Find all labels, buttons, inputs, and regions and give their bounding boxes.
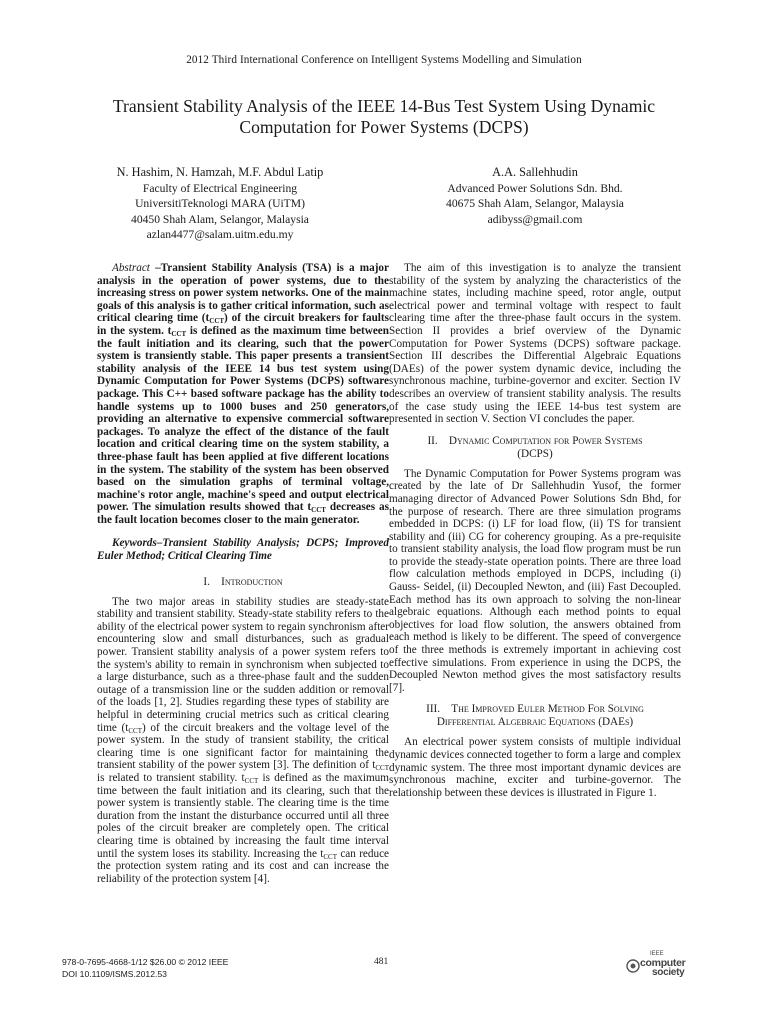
- abstract-text: decreases as the fault location becomes closer to the main generator.: [97, 501, 389, 526]
- footer-left: [62, 956, 228, 980]
- right-intro-paragraph: The aim of this investigation is to analyze the transient stability of the system by analyzing the characteristics of the machine states, including machine speed, rotor angle, output electrical power and terminal voltage with respect to fault clearing time after the three-phase fault occurs in the system. Section II provides a brief overview of the Dynamic Computation for Power Systems (DCPS) software package. Section III describes the Differential Algebraic Equations (DAEs) of the power system dynamic device, including the synchronous machine, turbine-governor and exciter. Section IV describes an overview of transient stability analysis. The results of the case study using the IEEE 14-bus test system are presented in section V. Section VI concludes the paper.: [389, 262, 681, 426]
- subscript: CCT: [311, 506, 326, 515]
- author-names-right: A.A. Sallehhudin: [492, 165, 578, 179]
- abstract-text: is defined as the maximum time between the fault initiation and its clearing, such that the power system is transiently stable. This paper presents a transient stability analysis of the IEEE 14 bus test system using Dynamic Computation for Power Systems (DCPS) software package. This C++ based software package has the ability to handle systems up to 1000 buses and 250 generators, providing an alternative to expensive commercial software packages. To analyze the effect of the distance of the fault location and critical clearing time on the system stability, a three-phase fault has been applied at five different locations in the system. The stability of the system has been observed based on the simulation graphs of terminal voltage, machine's rotor angle, machine's speed and output electrical power. The simulation results showed that t: [97, 324, 389, 514]
- section-title: The Improved Euler Method For Solving: [451, 703, 644, 716]
- left-column: [97, 262, 389, 885]
- affiliation-line: Advanced Power Solutions Sdn. Bhd.: [447, 182, 623, 196]
- section-title: Dynamic Computation for Power Systems: [448, 434, 643, 447]
- subscript: CCT: [209, 317, 225, 326]
- intro-text: is defined as the maximum time between the fault initiation and its clearing, such that the power system is transiently stable. The clearing time is the time duration from the instant the disturbance occurred until all three poles of the circuit breaker are completely open. The critical clearing time is obtained by increasing the fault time interval until the system loses its stability. Increasing the t: [97, 771, 389, 860]
- right-column: [389, 262, 681, 799]
- author-block-left: [100, 165, 340, 242]
- logo-society-text: society: [652, 967, 685, 978]
- intro-text: is related to transient stability. t: [97, 771, 245, 784]
- section-heading-2: [389, 435, 681, 461]
- subscript: CCT: [128, 726, 142, 735]
- keywords: [97, 537, 389, 562]
- subscript: CCT: [323, 852, 337, 861]
- dcps-paragraph: The Dynamic Computation for Power Systems program was created by the late of Dr Sallehhudin Yusof, the former managing director of Advanced Power Solutions Sdn Bhd, for the purpose of research. There are three simulation programs embedded in DCPS: (i) LF for load flow, (ii) TS for transient stability and (iii) CG for coherency grouping. As a pre-requisite to transient stability analysis, the load flow program must be run to provide the steady-state operation points. There are three load flow calculation methods employed in DCPS, including (i) Gauss- Seidel, (ii) Decoupled Newton, and (iii) Fast Decoupled. Each method has its own approach to solving the non-linear algebraic equations. Although each method points to equal objectives for load flow solution, the answers obtained from each method is likely to be different. The speed of convergence of the three methods is extremely important in achieving cost effective simulations. From experience in using the DCPS, the Decoupled Newton method gives the most satisfactory results [7].: [389, 467, 681, 694]
- conference-header: 2012 Third International Conference on Intelligent Systems Modelling and Simulation: [186, 54, 582, 66]
- society-logo-icon: [626, 959, 640, 973]
- abstract-text: ) of the circuit breakers for faults in the system. t: [97, 312, 389, 337]
- section-heading-1: [97, 576, 389, 589]
- section-title: Introduction: [221, 575, 283, 588]
- isbn-line: 978-0-7695-4668-1/12 $26.00 © 2012 IEEE: [62, 957, 229, 967]
- logo-computer-text: computer: [640, 957, 686, 969]
- subscript: CCT: [375, 764, 389, 773]
- section-number: III.: [426, 703, 441, 716]
- subscript: CCT: [171, 329, 187, 338]
- doi-line: DOI 10.1109/ISMS.2012.53: [62, 969, 167, 979]
- section-heading-3: [389, 703, 681, 729]
- affiliation-line: Faculty of Electrical Engineering: [142, 182, 298, 196]
- section-number: II.: [427, 434, 438, 447]
- affiliation-line: 40675 Shah Alam, Selangor, Malaysia: [446, 197, 624, 211]
- abstract-text: –Transient Stability Analysis (TSA) is a major analysis in the operation of power systems, due to the increasing stress on power system networks. One of the main goals of this analysis is to gather critical information, such as critical clearing time (t: [97, 262, 389, 325]
- author-names-left: N. Hashim, N. Hamzah, M.F. Abdul Latip: [116, 165, 324, 179]
- intro-paragraph: [97, 596, 389, 886]
- intro-text: can reduce the protection system rating and its cost and can increase the reliability of the protection system [4].: [97, 847, 390, 885]
- page-number: 481: [374, 957, 389, 967]
- intro-text: ) of the circuit breakers and the voltage level of the power system. In the study of transient stability, the critical clearing time is one significant factor for maintaining the transient stability of the power system [3]. The definition of t: [97, 721, 390, 772]
- intro-text: The two major areas in stability studies are steady-state stability and transient stability. Steady-state stability refers to the ability of the electrical power system to regain synchronism after encountering slow and small disturbances, such as gradual power. Transient stability analysis of a power system refers to the system's ability to remain in synchronism when subjected to a large disturbance, such as a three-phase fault and the sudden outage of a transmission line or the sudden addition or removal of the loads [1, 2]. Studies regarding these types of stability are helpful in determining crucial metrics such as critical clearing time (t: [97, 595, 389, 734]
- keywords-text: Keywords–Transient Stability Analysis; DCPS; Improved Euler Method; Critical Clearing Time: [97, 537, 389, 563]
- section-number: I.: [203, 575, 210, 588]
- affiliation-line: UniversitiTeknologi MARA (UiTM): [135, 197, 305, 211]
- author-block-right: [410, 165, 660, 227]
- abstract: [97, 262, 389, 526]
- author-email-right: adibyss@gmail.com: [487, 212, 583, 226]
- subscript: CCT: [244, 776, 259, 785]
- author-email-left: azlan4477@salam.uitm.edu.my: [146, 227, 294, 241]
- abstract-label: Abstract: [112, 262, 150, 274]
- logo-ieee-text: IEEE: [650, 951, 664, 957]
- section-title-cont: (DCPS): [517, 447, 553, 460]
- dae-paragraph: An electrical power system consists of multiple individual dynamic devices connected together to form a large and complex dynamic system. The three most important dynamic devices are synchronous machine, exciter and turbine-governor. The relationship between these devices is illustrated in Figure 1.: [389, 736, 681, 799]
- section-title-cont: Differential Algebraic Equations (DAEs): [436, 716, 634, 729]
- paper-title: Transient Stability Analysis of the IEEE 14-Bus Test System Using Dynamic Computation for Power Systems (DCPS): [112, 96, 656, 137]
- affiliation-line: 40450 Shah Alam, Selangor, Malaysia: [131, 212, 309, 226]
